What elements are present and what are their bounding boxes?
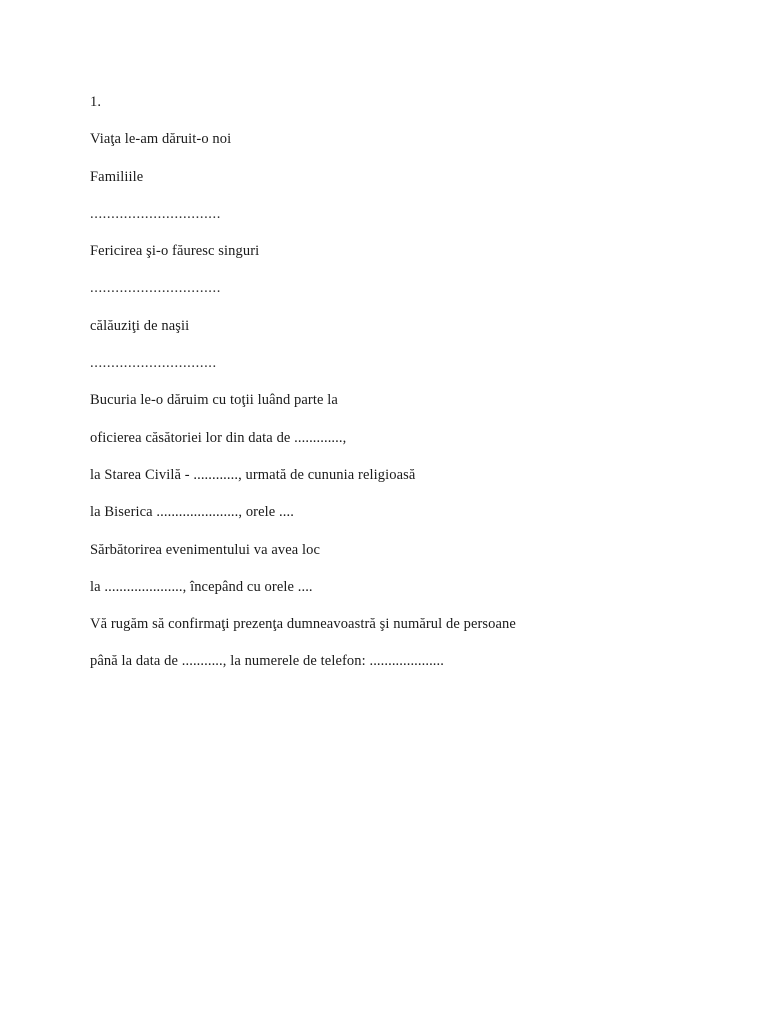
text-line: la Biserica ......................, orele .... [90, 504, 294, 521]
text-line: Vă rugăm să confirmaţi prezenţa dumneavoastră şi numărul de persoane [90, 616, 516, 633]
text-line: la Starea Civilă - ............, urmată de cununia religioasă [90, 466, 416, 483]
text-line: Viaţa le-am dăruit-o noi [90, 131, 232, 148]
text-line: Bucuria le-o dăruim cu toţii luând parte la [90, 392, 338, 409]
text-line: la ....................., începând cu orele .... [90, 578, 313, 595]
item-number: 1. [90, 94, 102, 110]
placeholder-dots: ............................... [90, 280, 221, 297]
text-line: călăuziţi de naşii [90, 317, 190, 334]
text-line: Sărbătorirea evenimentului va avea loc [90, 541, 321, 558]
text-line: Fericirea şi-o făuresc singuri [90, 243, 260, 260]
placeholder-dots: .............................. [90, 355, 217, 372]
text-line: până la data de ..........., la numerele de telefon: .................... [90, 653, 444, 670]
placeholder-dots: ............................... [90, 205, 221, 222]
invitation-text [90, 92, 710, 689]
text-line: Familiile [90, 168, 144, 185]
text-line: oficierea căsătoriei lor din data de ............., [90, 429, 347, 446]
